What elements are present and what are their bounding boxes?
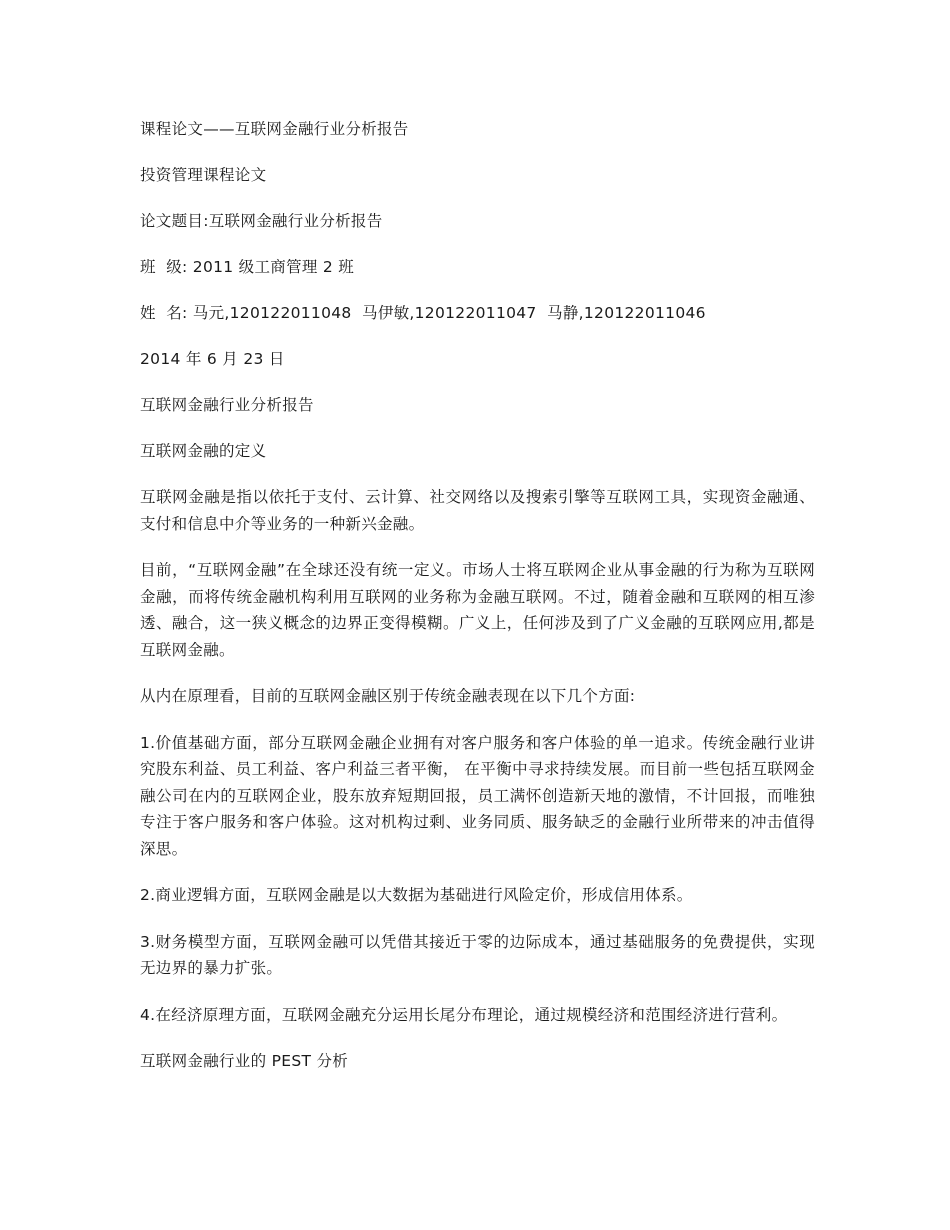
course-name: 投资管理课程论文 [140,166,267,184]
paragraph-point-4: 4.在经济原理方面，互联网金融充分运用长尾分布理论，通过规模经济和范围经济进行营利。 [140,1005,788,1024]
author-names: 姓 名: 马元,120122011048 马伊敏,120122011047 马静,120122011046 [140,304,706,322]
paragraph-point-2: 2.商业逻辑方面，互联网金融是以大数据为基础进行风险定价，形成信用体系。 [140,886,693,904]
paragraph-point-3: 3.财务模型方面，互联网金融可以凭借其接近于零的边际成本，通过基础服务的免费提供，实现无边界的暴力扩张。 [140,932,815,977]
section-heading-definition: 互联网金融的定义 [140,442,267,460]
paragraph-current-status: 目前，“互联网金融”在全球还没有统一定义。市场人士将互联网企业从事金融的行为称为互联网金融，而将传统金融机构利用互联网的业务称为金融互联网。不过，随着金融和互联网的相互渗透、融合，这一狭义概念的边界正变得模糊。广义上，任何涉及到了广义金融的互联网应用,都是互联网金融。 [140,561,815,659]
paragraph-point-1: 1.价值基础方面，部分互联网金融企业拥有对客户服务和客户体验的单一追求。传统金融行业讲究股东利益、员工利益、客户利益三者平衡， 在平衡中寻求持续发展。而目前一些包括互联网金融公司在内的互联网企业，股东放弃短期回报，员工满怀创造新天地的激情，不计回报，而唯独专注于客户服务和客户体验。这对机构过剩、业务同质、服务缺乏的金融行业所带来的冲击值得深思。 [140,733,815,858]
document-page [140,116,815,1094]
paper-date: 2014 年 6 月 23 日 [140,350,285,368]
document-title: 课程论文——互联网金融行业分析报告 [140,120,409,138]
paper-topic: 论文题目:互联网金融行业分析报告 [140,212,383,230]
class-info: 班 级: 2011 级工商管理 2 班 [140,258,355,276]
paragraph-definition: 互联网金融是指以依托于支付、云计算、社交网络以及搜索引擎等互联网工具，实现资金融通、支付和信息中介等业务的一种新兴金融。 [140,488,815,533]
section-heading-pest: 互联网金融行业的 PEST 分析 [140,1052,349,1070]
paragraph-principles-intro: 从内在原理看，目前的互联网金融区别于传统金融表现在以下几个方面: [140,687,636,705]
report-title: 互联网金融行业分析报告 [140,396,314,414]
